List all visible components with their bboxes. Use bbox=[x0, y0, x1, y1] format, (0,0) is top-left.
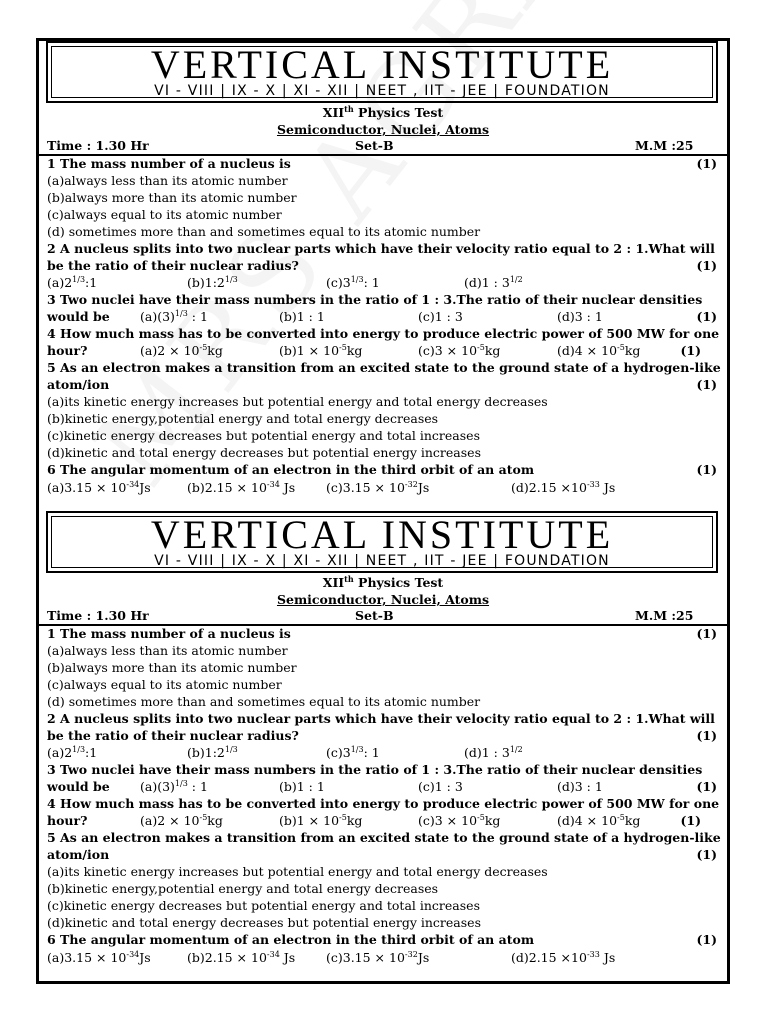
q4-option-a: $(a)2 \times 10^{-5}kg$ bbox=[140, 813, 223, 828]
question-6-mark: (1) bbox=[696, 462, 717, 477]
q4-option-b: $(b)1 \times 10^{-5}kg$ bbox=[279, 813, 363, 828]
q5-option-a: (a)its kinetic energy increases but potential energy and total energy decreases bbox=[47, 394, 548, 409]
institute-tagline: VI - VIII | IX - X | XI - XII | NEET , IIT - JEE | FOUNDATION bbox=[154, 83, 610, 99]
q2-options bbox=[47, 274, 719, 291]
q6-option-c: $(c)3.15 \times 10^{-32}Js$ bbox=[326, 950, 430, 965]
q2-option-a: $(a)2^{1/3}:1$ bbox=[47, 275, 98, 290]
question-1: 1 The mass number of a nucleus is (1) bbox=[47, 626, 717, 641]
q3-option-b: (b)1 : 1 bbox=[279, 779, 325, 794]
q1-option-a: (a)always less than its atomic number bbox=[47, 173, 288, 188]
q6-option-b: $(b)2.15 \times 10^{-34}$ Js bbox=[187, 480, 296, 495]
q3-options bbox=[47, 778, 719, 795]
question-2: 2 A nucleus splits into two nuclear parts which have their velocity ratio equal to 2 : 1.What will bbox=[47, 241, 715, 256]
test-time: Time : 1.30 Hr bbox=[47, 608, 149, 623]
q3-option-c: (c)1 : 3 bbox=[418, 309, 463, 324]
q2-option-b: $(b)1:2^{1/3}$ bbox=[187, 745, 238, 760]
q6-option-c: $(c)3.15 \times 10^{-32}Js$ bbox=[326, 480, 430, 495]
institute-name: VERTICAL INSTITUTE bbox=[150, 512, 614, 557]
question-2-mark: (1) bbox=[696, 728, 717, 743]
institute-name: VERTICAL INSTITUTE bbox=[150, 42, 614, 87]
test-time: Time : 1.30 Hr bbox=[47, 138, 149, 153]
q1-option-c: (c)always equal to its atomic number bbox=[47, 677, 282, 692]
test-set: Set-B bbox=[355, 138, 394, 153]
question-3: 3 Two nuclei have their mass numbers in the ratio of 1 : 3.The ratio of their nuclear densities bbox=[47, 762, 703, 777]
question-4-mark: (1) bbox=[680, 343, 701, 358]
test-meta-row bbox=[39, 138, 727, 154]
q1-option-d: (d) sometimes more than and sometimes equal to its atomic number bbox=[47, 694, 481, 709]
q5-option-c: (c)kinetic energy decreases but potential energy and total increases bbox=[47, 428, 480, 443]
q3-option-b: (b)1 : 1 bbox=[279, 309, 325, 324]
q3-option-d: (d)3 : 1 bbox=[557, 779, 603, 794]
question-4-cont: hour? bbox=[47, 343, 88, 358]
q5-option-b: (b)kinetic energy,potential energy and total energy decreases bbox=[47, 881, 439, 896]
q3-option-a: $(a)(3)^{1/3}$ : 1 bbox=[140, 309, 208, 324]
question-5-mark: (1) bbox=[696, 377, 717, 392]
question-1-mark: (1) bbox=[696, 156, 717, 171]
q6-option-a: $(a)3.15 \times 10^{-34}Js$ bbox=[47, 480, 151, 495]
question-5-cont: atom/ion (1) bbox=[47, 377, 717, 392]
q1-option-d: (d) sometimes more than and sometimes equal to its atomic number bbox=[47, 224, 481, 239]
test-set: Set-B bbox=[355, 608, 394, 623]
q4-options bbox=[47, 342, 719, 359]
question-1: 1 The mass number of a nucleus is (1) bbox=[47, 156, 717, 171]
question-2-cont: be the ratio of their nuclear radius? (1) bbox=[47, 258, 717, 273]
question-4: 4 How much mass has to be converted into energy to produce electric power of 500 MW for one bbox=[47, 796, 720, 811]
q1-option-b: (b)always more than its atomic number bbox=[47, 660, 297, 675]
q2-option-c: $(c)3^{1/3}$: 1 bbox=[326, 275, 380, 290]
question-6-mark: (1) bbox=[696, 932, 717, 947]
test-topic: Semiconductor, Nuclei, Atoms bbox=[276, 592, 490, 607]
q1-option-b: (b)always more than its atomic number bbox=[47, 190, 297, 205]
q3-option-d: (d)3 : 1 bbox=[557, 309, 603, 324]
q2-option-b: $(b)1:2^{1/3}$ bbox=[187, 275, 238, 290]
question-4: 4 How much mass has to be converted into energy to produce electric power of 500 MW for one bbox=[47, 326, 720, 341]
q4-options bbox=[47, 812, 719, 829]
test-topic: Semiconductor, Nuclei, Atoms bbox=[276, 122, 490, 137]
institute-banner bbox=[46, 41, 718, 103]
question-3-mark: (1) bbox=[696, 309, 717, 324]
q2-option-d: (d)1 : $3^{1/2}$ bbox=[464, 745, 523, 760]
question-5-cont: atom/ion (1) bbox=[47, 847, 717, 862]
q4-option-d: $(d)4 \times 10^{-5}kg$ bbox=[557, 343, 641, 358]
question-6: 6 The angular momentum of an electron in the third orbit of an atom (1) bbox=[47, 462, 717, 477]
question-3-mark: (1) bbox=[696, 779, 717, 794]
q6-option-d: $(d)2.15 \times 10^{-33}$ Js bbox=[511, 950, 616, 965]
question-4-cont: hour? bbox=[47, 813, 88, 828]
q1-option-c: (c)always equal to its atomic number bbox=[47, 207, 282, 222]
test-max-marks: M.M :25 bbox=[635, 608, 694, 623]
q4-option-c: $(c)3 \times 10^{-5}kg$ bbox=[418, 343, 501, 358]
question-2: 2 A nucleus splits into two nuclear parts which have their velocity ratio equal to 2 : 1.What will bbox=[47, 711, 715, 726]
q6-option-a: $(a)3.15 \times 10^{-34}Js$ bbox=[47, 950, 151, 965]
q6-options bbox=[47, 949, 719, 966]
question-2-mark: (1) bbox=[696, 258, 717, 273]
q4-option-c: $(c)3 \times 10^{-5}kg$ bbox=[418, 813, 501, 828]
institute-tagline: VI - VIII | IX - X | XI - XII | NEET , IIT - JEE | FOUNDATION bbox=[154, 553, 610, 569]
q4-option-b: $(b)1 \times 10^{-5}kg$ bbox=[279, 343, 363, 358]
q5-option-b: (b)kinetic energy,potential energy and total energy decreases bbox=[47, 411, 439, 426]
q3-option-c: (c)1 : 3 bbox=[418, 779, 463, 794]
q3-option-a: $(a)(3)^{1/3}$ : 1 bbox=[140, 779, 208, 794]
q5-option-d: (d)kinetic and total energy decreases but potential energy increases bbox=[47, 445, 481, 460]
q5-option-a: (a)its kinetic energy increases but potential energy and total energy decreases bbox=[47, 864, 548, 879]
q6-options bbox=[47, 479, 719, 496]
institute-banner bbox=[46, 511, 718, 573]
q6-option-b: $(b)2.15 \times 10^{-34}$ Js bbox=[187, 950, 296, 965]
question-4-mark: (1) bbox=[680, 813, 701, 828]
test-title: XIIth Physics Test bbox=[322, 574, 444, 590]
q2-options bbox=[47, 744, 719, 761]
test-title: XIIth Physics Test bbox=[322, 104, 444, 120]
q3-options bbox=[47, 308, 719, 325]
question-3: 3 Two nuclei have their mass numbers in the ratio of 1 : 3.The ratio of their nuclear densities bbox=[47, 292, 703, 307]
q1-option-a: (a)always less than its atomic number bbox=[47, 643, 288, 658]
q6-option-d: $(d)2.15 \times 10^{-33}$ Js bbox=[511, 480, 616, 495]
question-3-cont: would be bbox=[47, 309, 110, 324]
q2-option-a: $(a)2^{1/3}:1$ bbox=[47, 745, 98, 760]
question-6: 6 The angular momentum of an electron in the third orbit of an atom (1) bbox=[47, 932, 717, 947]
q4-option-d: $(d)4 \times 10^{-5}kg$ bbox=[557, 813, 641, 828]
q5-option-c: (c)kinetic energy decreases but potential energy and total increases bbox=[47, 898, 480, 913]
q4-option-a: $(a)2 \times 10^{-5}kg$ bbox=[140, 343, 223, 358]
question-5-mark: (1) bbox=[696, 847, 717, 862]
question-3-cont: would be bbox=[47, 779, 110, 794]
question-5: 5 As an electron makes a transition from an excited state to the ground state of a hydrogen-like bbox=[47, 830, 721, 845]
test-meta-row bbox=[39, 608, 727, 624]
question-2-cont: be the ratio of their nuclear radius? (1) bbox=[47, 728, 717, 743]
q5-option-d: (d)kinetic and total energy decreases but potential energy increases bbox=[47, 915, 481, 930]
question-5: 5 As an electron makes a transition from an excited state to the ground state of a hydrogen-like bbox=[47, 360, 721, 375]
question-1-mark: (1) bbox=[696, 626, 717, 641]
q2-option-d: (d)1 : $3^{1/2}$ bbox=[464, 275, 523, 290]
q2-option-c: $(c)3^{1/3}$: 1 bbox=[326, 745, 380, 760]
test-max-marks: M.M :25 bbox=[635, 138, 694, 153]
